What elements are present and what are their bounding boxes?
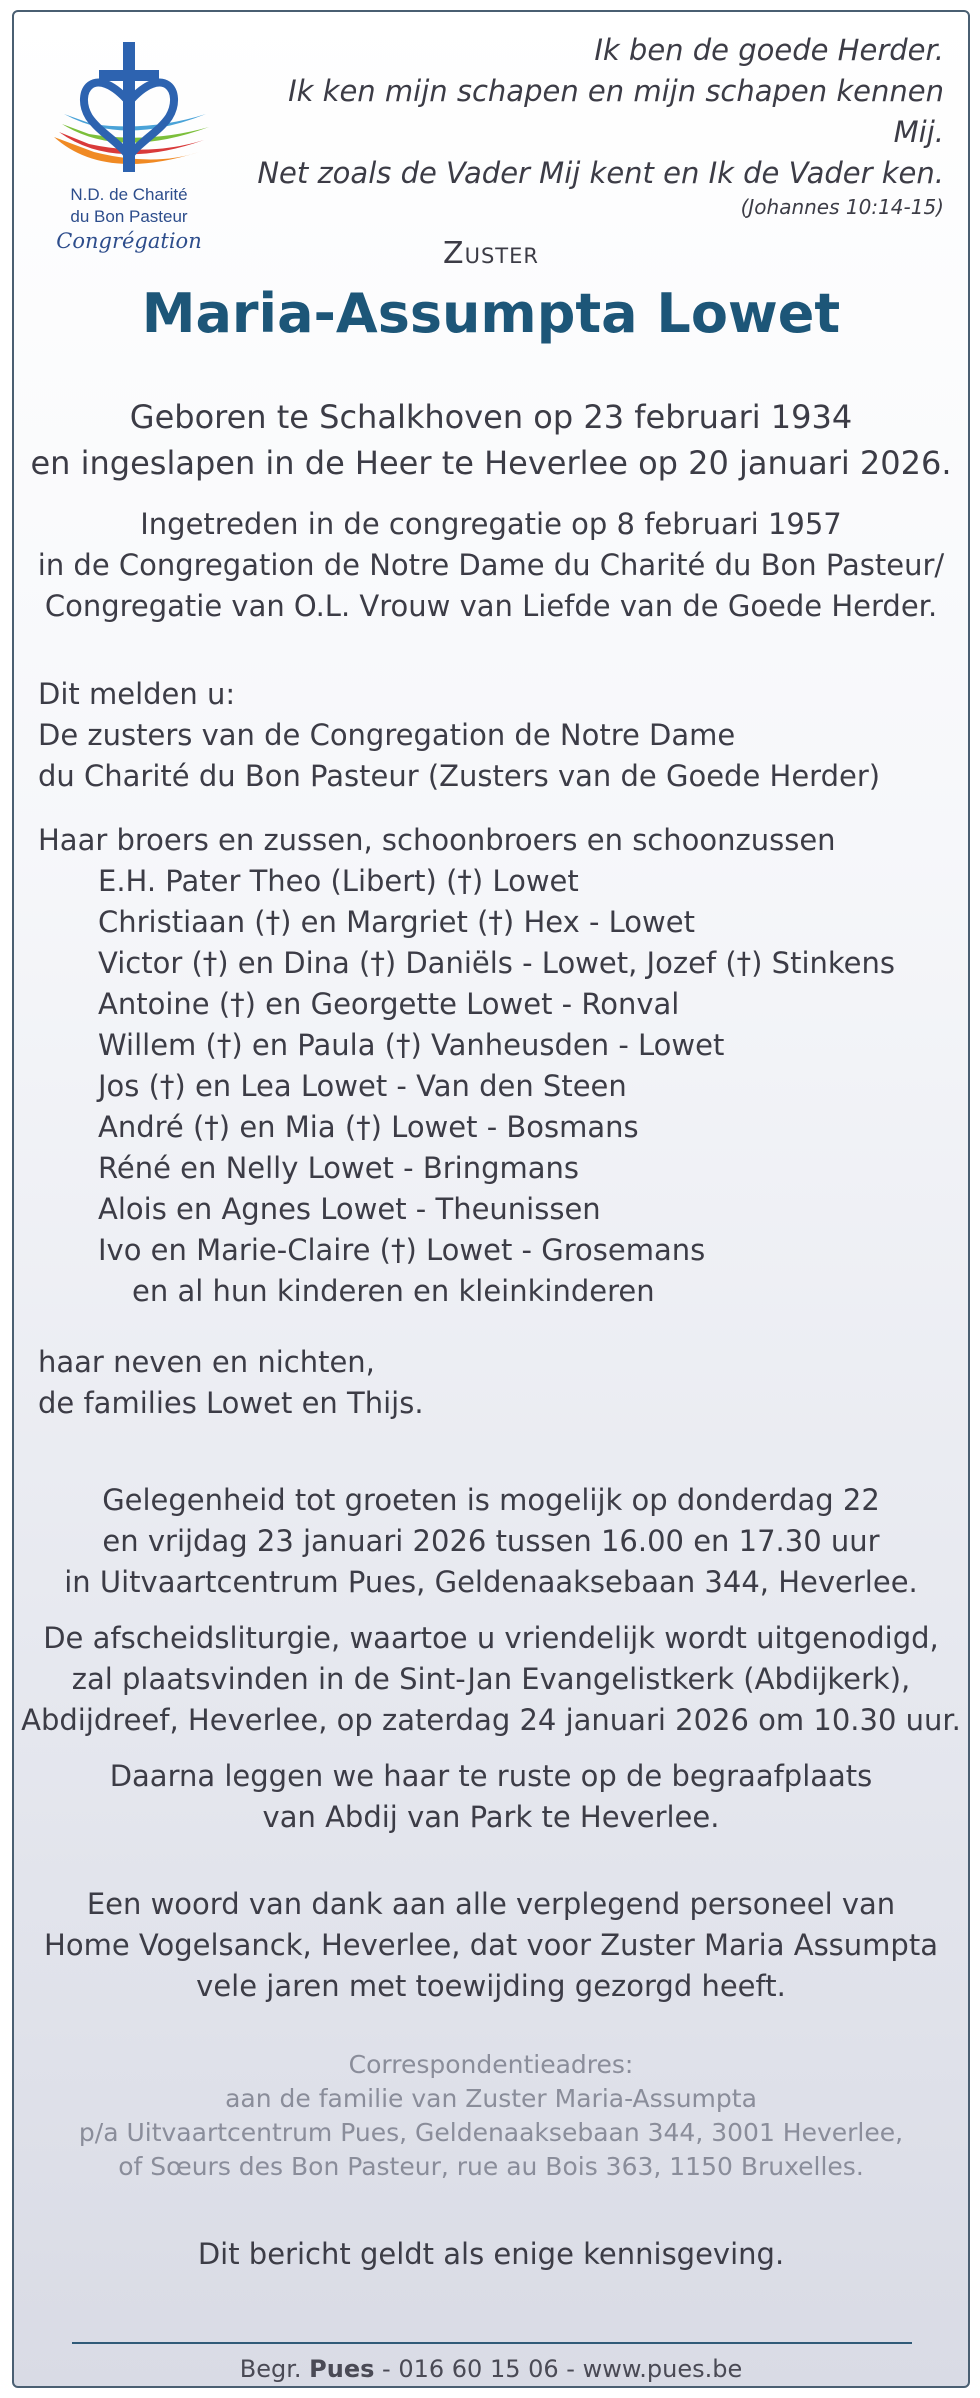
announce-line-2: De zusters van de Congregation de Notre Dame [38, 718, 736, 752]
burial-line-2: van Abdij van Park te Heverlee. [262, 1800, 720, 1834]
family-member: Alois en Agnes Lowet - Theunissen [98, 1192, 601, 1226]
deceased-name: Maria-Assumpta Lowet [141, 282, 841, 345]
correspondence-line-1: aan de familie van Zuster Maria-Assumpta [225, 2084, 757, 2113]
visitation-line-3: in Uitvaartcentrum Pues, Geldenaaksebaan 344, Heverlee. [64, 1565, 918, 1599]
family-member: Jos (†) en Lea Lowet - Van den Steen [98, 1069, 627, 1103]
family-member: Christiaan (†) en Margriet (†) Hex - Lowet [98, 905, 695, 939]
family-member: Willem (†) en Paula (†) Vanheusden - Lowet [98, 1028, 725, 1062]
congregation-line-1: Ingetreden in de congregatie op 8 februari 1957 [140, 507, 842, 541]
family-member: André (†) en Mia (†) Lowet - Bosmans [98, 1110, 639, 1144]
burial-line-1: Daarna leggen we haar te ruste op de begraafplaats [109, 1759, 873, 1793]
liturgy-section [14, 1618, 968, 1741]
thanks-line-1: Een woord van dank aan alle verplegend personeel van [86, 1887, 896, 1921]
family-nephews: haar neven en nichten, [38, 1345, 375, 1379]
burial-section [14, 1756, 968, 1838]
liturgy-line-1: De afscheidsliturgie, waartoe u vriendelijk wordt uitgenodigd, [43, 1621, 939, 1655]
announce-line-1: Dit melden u: [38, 677, 236, 711]
family-member: Victor (†) en Dina (†) Daniëls - Lowet, Jozef (†) Stinkens [98, 946, 895, 980]
quote-line-3: Net zoals de Vader Mij kent en Ik de Vader ken. [257, 156, 944, 190]
family-families: de families Lowet en Thijs. [38, 1386, 424, 1420]
bible-quote [244, 30, 944, 220]
congregation-line-3: Congregatie van O.L. Vrouw van Liefde van de Goede Herder. [44, 589, 938, 623]
liturgy-line-2: zal plaatsvinden in de Sint-Jan Evangelistkerk (Abdijkerk), [71, 1662, 911, 1696]
birth-line-1: Geboren te Schalkhoven op 23 februari 1934 [129, 398, 853, 436]
obituary-card [12, 10, 970, 2388]
heart-cross-icon [34, 32, 224, 182]
logo-line-1: N.D. de Charité [70, 185, 188, 204]
correspondence-section [14, 2048, 968, 2184]
thanks-line-2: Home Vogelsanck, Heverlee, dat voor Zuster Maria Assumpta [44, 1928, 938, 1962]
notice: Dit bericht geldt als enige kennisgeving. [197, 2237, 785, 2271]
birth-death-section [14, 394, 968, 486]
funeral-home-footer [14, 2352, 968, 2386]
thanks-section [14, 1884, 968, 2007]
family-children: en al hun kinderen en kleinkinderen [132, 1274, 655, 1308]
family-member: Ivo en Marie-Claire (†) Lowet - Grosemans [98, 1233, 706, 1267]
birth-line-2: en ingeslapen in de Heer te Heverlee op 20 januari 2026. [30, 444, 952, 482]
extended-family-section [14, 1342, 970, 1424]
footer-prefix: Begr. [239, 2355, 302, 2383]
quote-reference: (Johannes 10:14-15) [740, 195, 944, 219]
title-sister: Zuster [443, 236, 539, 271]
logo-line-3: Congrégation [56, 229, 202, 253]
footer-company: Pues [309, 2355, 375, 2383]
announcement-section [14, 674, 970, 797]
family-member: Antoine (†) en Georgette Lowet - Ronval [98, 987, 680, 1021]
liturgy-line-3: Abdijdreef, Heverlee, op zaterdag 24 januari 2026 om 10.30 uur. [21, 1703, 961, 1737]
family-member: Réné en Nelly Lowet - Bringmans [98, 1151, 579, 1185]
correspondence-line-3: of Sœurs des Bon Pasteur, rue au Bois 363, 1150 Bruxelles. [118, 2152, 864, 2181]
correspondence-line-2: p/a Uitvaartcentrum Pues, Geldenaaksebaan 344, 3001 Heverlee, [78, 2118, 904, 2147]
congregation-section [14, 504, 968, 627]
visitation-line-2: en vrijdag 23 januari 2026 tussen 16.00 en 17.30 uur [102, 1524, 880, 1558]
congregation-line-2: in de Congregation de Notre Dame du Charité du Bon Pasteur/ [37, 548, 945, 582]
quote-line-1: Ik ben de goede Herder. [594, 33, 944, 67]
correspondence-title: Correspondentieadres: [348, 2050, 634, 2079]
family-section [14, 820, 970, 1312]
footer-contact: - 016 60 15 06 - www.pues.be [382, 2355, 743, 2383]
footer-divider [72, 2342, 912, 2344]
visitation-section [14, 1480, 968, 1603]
family-intro: Haar broers en zussen, schoonbroers en schoonzussen [38, 823, 836, 857]
quote-line-2: Ik ken mijn schapen en mijn schapen kennen Mij. [288, 74, 944, 149]
visitation-line-1: Gelegenheid tot groeten is mogelijk op donderdag 22 [102, 1483, 880, 1517]
family-member: E.H. Pater Theo (Libert) (†) Lowet [98, 864, 579, 898]
logo-line-2: du Bon Pasteur [70, 207, 188, 226]
announce-line-3: du Charité du Bon Pasteur (Zusters van de Goede Herder) [38, 759, 881, 793]
thanks-line-3: vele jaren met toewijding gezorgd heeft. [196, 1969, 786, 2003]
